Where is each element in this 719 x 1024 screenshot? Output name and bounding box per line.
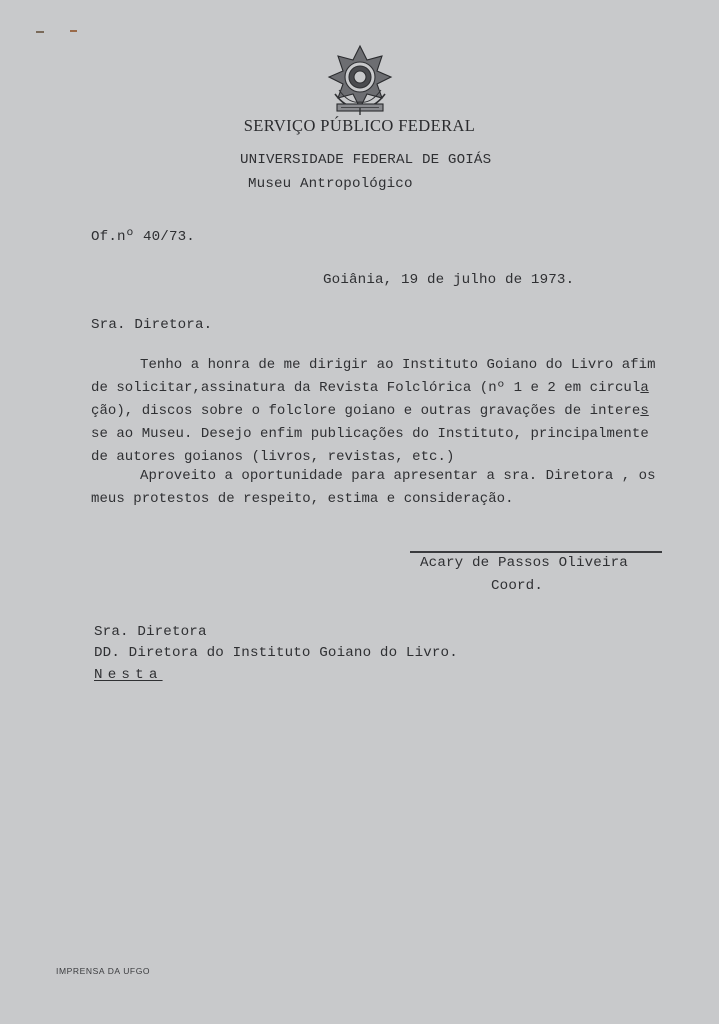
body-line: se ao Museu. Desejo enfim publicações do Instituto, principalmente [91,426,649,442]
museum-name: Museu Antropológico [248,176,413,192]
signature-line [410,551,662,553]
coat-of-arms-seal [327,44,393,116]
addressee-line: DD. Diretora do Instituto Goiano do Livro. [94,645,458,661]
salutation: Sra. Diretora. [91,317,213,333]
body-line-underlined-char: a [640,380,649,396]
body-line-text: ção), discos sobre o folclore goiano e outras gravações de intere [91,403,641,419]
place-and-date: Goiânia, 19 de julho de 1973. [323,272,575,288]
signatory-name: Acary de Passos Oliveira [420,555,628,571]
body-line: Aproveito a oportunidade para apresentar a sra. Diretora , os [140,468,656,484]
university-name: UNIVERSIDADE FEDERAL DE GOIÁS [240,152,492,168]
body-line-underlined-char: s [640,403,649,419]
body-line: meus protestos de respeito, estima e consideração. [91,491,514,507]
service-heading: SERVIÇO PÚBLICO FEDERAL [243,116,476,135]
signatory-title: Coord. [491,578,543,594]
body-line-text: de solicitar,assinatura da Revista Folclórica (nº 1 e 2 em circul [91,380,641,396]
body-line [91,380,649,396]
printer-imprint: IMPRENSA DA UFGO [56,966,151,976]
addressee-line: Sra. Diretora [94,624,207,640]
paper-speck [36,31,44,33]
paper-speck [70,30,77,32]
document-reference: Of.nº 40/73. [91,229,195,245]
body-line: de autores goianos (livros, revistas, etc.) [91,449,455,465]
body-line [91,403,649,419]
body-line: Tenho a honra de me dirigir ao Instituto Goiano do Livro afim [140,357,656,373]
addressee-nesta: Nesta [94,667,163,683]
